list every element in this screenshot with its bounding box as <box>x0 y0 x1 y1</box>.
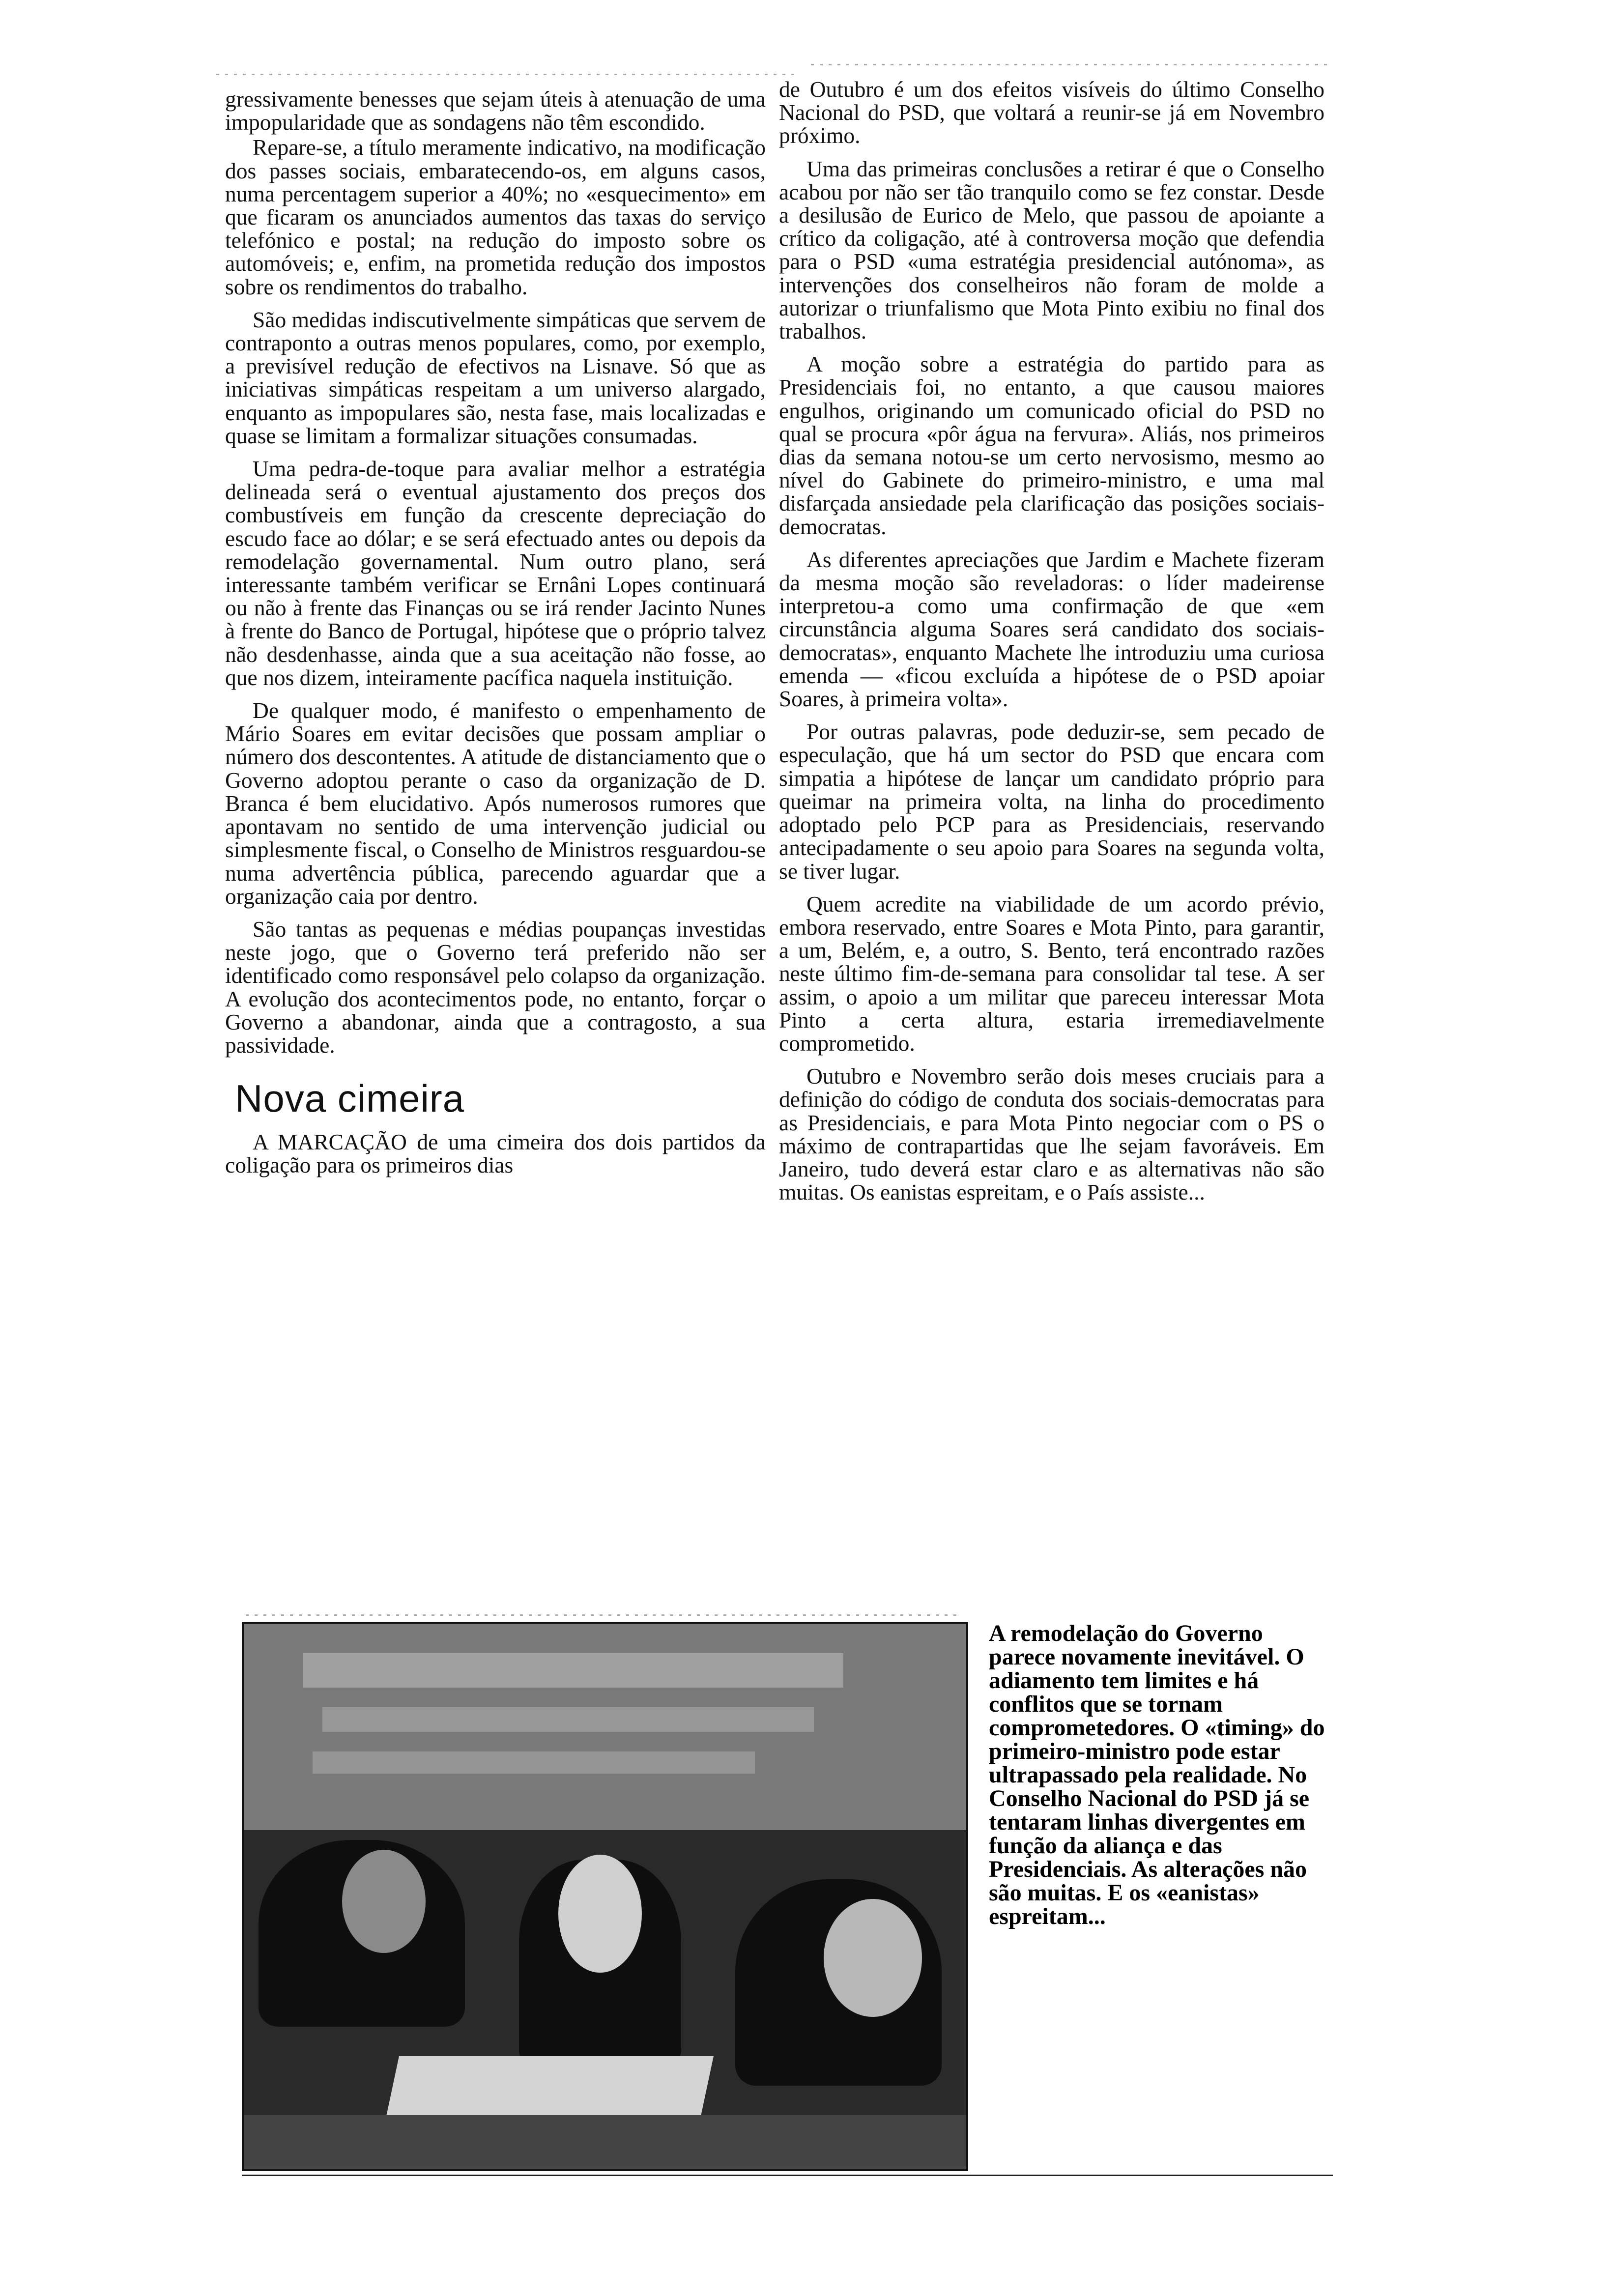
right-paragraph: A moção sobre a estratégia do partido para as Presidenciais foi, no entanto, a que causou maiores engulhos, originando um comunicado oficial do PSD no qual se procura «pôr água na fervura». Aliás, nos primeiros dias da semana notou-se um certo nervosismo, mesmo ao nível do Gabinete do primeiro-ministro, e uma mal disfarçada ansiedade pela clarificação das posições sociais-democratas. <box>779 351 1324 539</box>
right-paragraph: de Outubro é um dos efeitos visíveis do último Conselho Nacional do PSD, que voltará a reunir-se já em Novembro próximo. <box>779 77 1324 148</box>
left-paragraph: gressivamente benesses que sejam úteis à atenuação de uma impopularidade que as sondagens não têm escondido. <box>225 86 766 135</box>
news-photo <box>242 1622 968 2171</box>
left-paragraph: Uma pedra-de-toque para avaliar melhor a estratégia delineada será o eventual ajustamento dos preços dos combustíveis em função da crescente depreciação do escudo face ao dólar; e se será efectuado antes ou depois da remodelação governamental. Num outro plano, será interessante também verificar se Ernâni Lopes continuará ou não à frente das Finanças ou se irá render Jacinto Nunes à frente do Banco de Portugal, hipótese que o próprio talvez não desdenhasse, ainda que a sua aceitação não fosse, ao que nos dizem, inteiramente pacífica naquela instituição. <box>225 456 766 690</box>
photo-caption: A remodelação do Governo parece novamente inevitável. O adiamento tem limites e há conflitos que se tornam comprometedores. O «timing» do primeiro-ministro pode estar ultrapassado pela realidade. No Conselho Nacional do PSD já se tentaram linhas divergentes em função da aliança e das Presidenciais. As alterações não são muitas. E os «eanistas» espreitam... <box>989 1620 1325 1929</box>
right-paragraph: Por outras palavras, pode deduzir-se, sem pecado de especulação, que há um sector do PSD que encara com simpatia a hipótese de lançar um candidato próprio para queimar na primeira volta, na linha do procedimento adoptado pelo PCP para as Presidenciais, reservando antecipadamente o seu apoio para Soares na segunda volta, se tiver lugar. <box>779 719 1324 884</box>
left-paragraph-after-subheading: A MARCAÇÃO de uma cimeira dos dois partidos da coligação para os primeiros dias <box>225 1129 766 1178</box>
right-paragraph: As diferentes apreciações que Jardim e Machete fizeram da mesma moção são reveladoras: o líder madeirense interpretou-a como uma confirmação de que «em circunstância alguma Soares será candidato dos sociais-democratas», enquanto Machete lhe introduziu uma curiosa emenda — «ficou excluída a hipótese de o PSD apoiar Soares, à primeira volta». <box>779 546 1324 712</box>
left-paragraph: São medidas indiscutivelmente simpáticas que servem de contraponto a outras menos populares, como, por exemplo, a previsível redução de efectivos na Lisnave. Só que as iniciativas simpáticas respeitam a um universo alargado, enquanto as impopulares são, nesta fase, mais localizadas e quase se limitam a formalizar situações consumadas. <box>225 307 766 448</box>
right-paragraph: Uma das primeiras conclusões a retirar é que o Conselho acabou por não ser tão tranquilo como se fez constar. Desde a desilusão de Eurico de Melo, que passou de apoiante a crítico da coligação, até à controversa moção que defendia para o PSD «uma estratégia presidencial autónoma», as intervenções dos conselheiros não foram de molde a autorizar o triunfalismo que Mota Pinto exibiu no final dos trabalhos. <box>779 156 1324 344</box>
scan-edge-top-right <box>811 64 1327 65</box>
scan-edge-top <box>216 74 796 75</box>
bottom-rule <box>242 2175 1333 2176</box>
right-column <box>779 78 1324 1204</box>
subheading: Nova cimeira <box>235 1077 465 1120</box>
scan-edge-bottom <box>246 1614 958 1616</box>
right-paragraph: Quem acredite na viabilidade de um acordo prévio, embora reservado, entre Soares e Mota Pinto, para garantir, a um, Belém, e, a outro, S. Bento, terá encontrado razões neste último fim-de-semana para consolidar tal tese. A ser assim, o apoio a um militar que pareceu interessar Mota Pinto a certa altura, estaria irremediavelmente comprometido. <box>779 891 1324 1056</box>
left-column <box>225 87 766 1177</box>
left-paragraph: São tantas as pequenas e médias poupanças investidas neste jogo, que o Governo terá preferido não ser identificado como responsável pelo colapso da organização. A evolução dos acontecimentos pode, no entanto, forçar o Governo a abandonar, ainda que a contragosto, a sua passividade. <box>225 916 766 1058</box>
left-paragraph: De qualquer modo, é manifesto o empenhamento de Mário Soares em evitar decisões que possam ampliar o número dos descontentes. A atitude de distanciamento que o Governo adoptou perante o caso da organização de D. Branca é bem elucidativo. Após numerosos rumores que apontavam no sentido de uma intervenção judicial ou simplesmente fiscal, o Conselho de Ministros resguardou-se numa advertência pública, parecendo aguardar que a organização caia por dentro. <box>225 698 766 909</box>
left-paragraph: Repare-se, a título meramente indicativo, na modificação dos passes sociais, embaratecendo-os, em alguns casos, numa percentagem superior a 40%; no «esquecimento» em que ficaram os anunciados aumentos das taxas do serviço telefónico e postal; na redução do imposto sobre os automóveis; e, enfim, na prometida redução dos impostos sobre os rendimentos do trabalho. <box>225 135 766 299</box>
right-paragraph: Outubro e Novembro serão dois meses cruciais para a definição do código de conduta dos sociais-democratas para as Presidenciais, e para Mota Pinto negociar com o PS o máximo de contrapartidas que lhe sejam favoráveis. Em Janeiro, tudo deverá estar claro e as alternativas não são muitas. Os eanistas espreitam, e o País assiste... <box>779 1063 1324 1205</box>
